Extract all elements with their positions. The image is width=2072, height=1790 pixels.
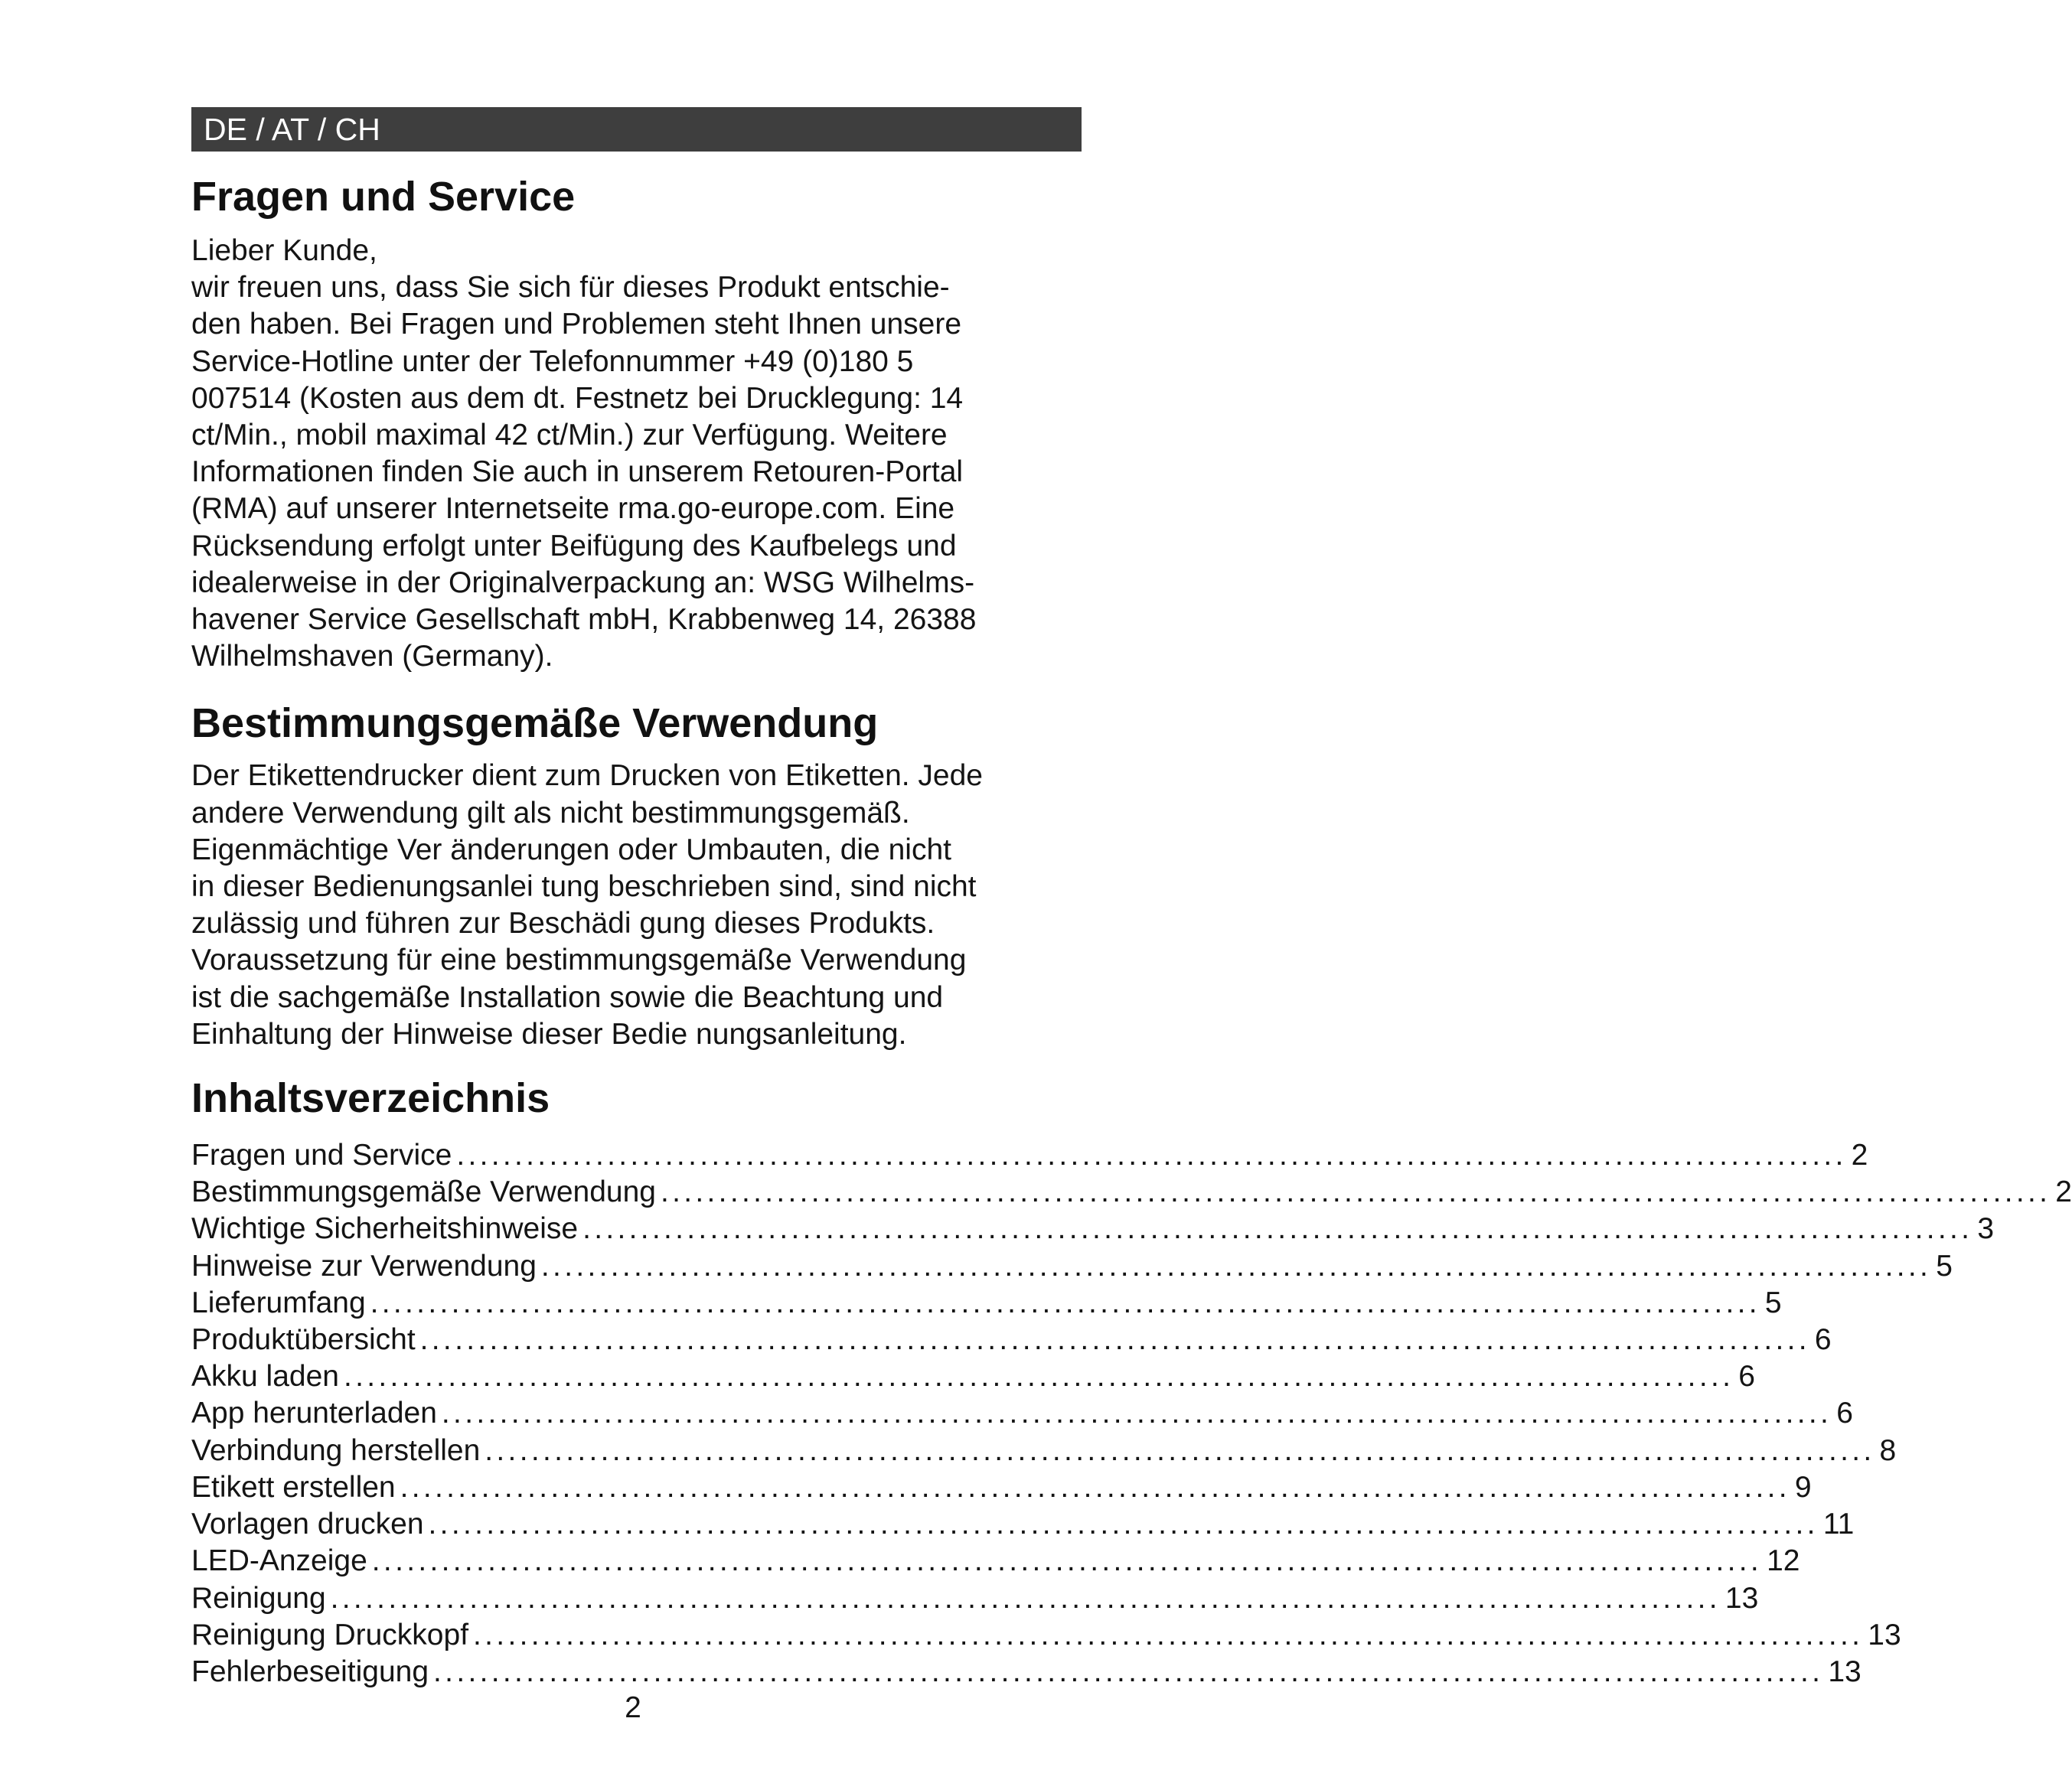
toc-entry-title: Hinweise zur Verwendung [191,1249,537,1283]
toc-entry-page: 8 [1879,1433,1897,1467]
toc-leader-dots: ........................................................................................................................ [661,1175,2051,1209]
toc-entry-page: 2 [2055,1175,2072,1209]
service-line: idealerweise in der Originalverpackung an: WSG Wilhelms- [191,566,975,599]
toc-leader-dots: ........................................................................................................................ [473,1618,1864,1651]
toc-leader-dots: ........................................................................................................................ [371,1544,1763,1578]
toc-entry [191,1322,1832,1358]
toc-entry-title: Fragen und Service [191,1139,452,1172]
service-line: Service-Hotline unter der Telefonnummer +49 (0)180 5 [191,344,914,378]
service-paragraph [191,233,1082,675]
toc-entry [191,1285,1782,1322]
manual-page [191,107,2072,1691]
toc-leader-dots: ........................................................................................................................ [582,1212,1973,1246]
toc-entry-title: Wichtige Sicherheitshinweise [191,1212,579,1246]
toc-leader-dots: ........................................................................................................................ [330,1581,1721,1615]
service-line: 007514 (Kosten aus dem dt. Festnetz bei Drucklegung: 14 [191,381,964,415]
region-label: DE / AT / CH [204,112,380,147]
toc-leader-dots: ........................................................................................................................ [400,1470,1790,1504]
toc-leader-dots: ........................................................................................................................ [370,1286,1760,1319]
toc-entry-title: App herunterladen [191,1397,437,1430]
toc-leader-dots: ........................................................................................................................ [419,1323,1810,1357]
toc-leader-dots: ........................................................................................................................ [433,1655,1824,1688]
toc-entry [191,1358,1755,1395]
toc-entry-page: 12 [1767,1544,1800,1578]
toc-entry [191,1654,1862,1691]
page-number: 2 [625,1691,641,1724]
intended-use-line: andere Verwendung gilt als nicht bestimmungsgemäß. [191,796,910,830]
intended-use-paragraph [191,758,1082,1053]
toc-entry-page: 13 [1868,1618,1901,1651]
toc-entry-title: Reinigung Druckkopf [191,1618,469,1651]
toc-entry-title: Lieferumfang [191,1286,366,1319]
service-line: den haben. Bei Fragen und Problemen steht Ihnen unsere [191,308,962,341]
toc-entry-page: 13 [1828,1655,1862,1688]
toc-leader-dots: ........................................................................................................................ [456,1139,1847,1172]
intended-use-line: Eigenmächtige Ver änderungen oder Umbauten, die nicht [191,833,951,866]
heading-intended-use: Bestimmungsgemäße Verwendung [191,700,879,747]
table-of-contents [191,1137,2072,1691]
heading-table-of-contents: Inhaltsverzeichnis [191,1075,550,1122]
intended-use-line: ist die sachgemäße Installation sowie die Beachtung und [191,980,944,1014]
service-line: ct/Min., mobil maximal 42 ct/Min.) zur Verfügung. Weitere [191,419,948,452]
toc-entry-page: 2 [1851,1139,1868,1172]
toc-entry [191,1506,1855,1543]
toc-entry [191,1580,1759,1617]
toc-entry [191,1395,1853,1432]
toc-entry-title: Bestimmungsgemäße Verwendung [191,1175,656,1209]
toc-entry [191,1543,1800,1580]
toc-entry [191,1174,2072,1211]
toc-entry [191,1433,1897,1469]
service-line: (RMA) auf unserer Internetseite rma.go-europe.com. Eine [191,492,955,526]
toc-entry-page: 13 [1724,1581,1759,1615]
service-line: Rücksendung erfolgt unter Beifügung des Kaufbelegs und [191,529,957,562]
toc-entry [191,1211,1995,1247]
service-line: havener Service Gesellschaft mbH, Krabbenweg 14, 26388 [191,603,977,637]
service-line: Informationen finden Sie auch in unserem Retouren-Portal [191,455,964,489]
toc-entry-title: Akku laden [191,1360,339,1394]
toc-leader-dots: ........................................................................................................................ [441,1397,1832,1430]
toc-leader-dots: ........................................................................................................................ [428,1508,1819,1541]
toc-entry-page: 3 [1977,1212,1995,1246]
service-line: Lieber Kunde, [191,234,377,267]
toc-leader-dots: ........................................................................................................................ [343,1360,1734,1394]
intended-use-line: Voraussetzung für eine bestimmungsgemäße Verwendung [191,944,967,977]
toc-entry-title: Fehlerbeseitigung [191,1655,429,1688]
toc-entry-page: 11 [1822,1508,1855,1541]
toc-entry-page: 6 [1738,1360,1755,1394]
toc-entry-page: 6 [1814,1323,1832,1357]
toc-entry-title: Etikett erstellen [191,1470,396,1504]
toc-entry-page: 6 [1836,1397,1853,1430]
toc-entry-page: 9 [1794,1470,1812,1504]
intended-use-line: zulässig und führen zur Beschädi gung dieses Produkts. [191,907,935,941]
intended-use-line: in dieser Bedienungsanlei tung beschrieben sind, sind nicht [191,870,977,904]
region-header-bar [191,107,1082,152]
toc-entry-page: 5 [1936,1249,1953,1283]
toc-entry [191,1469,1812,1506]
toc-entry-title: Produktübersicht [191,1323,416,1357]
toc-entry-title: Verbindung herstellen [191,1433,481,1467]
intended-use-line: Einhaltung der Hinweise dieser Bedie nungsanleitung. [191,1017,907,1051]
service-line: Wilhelmshaven (Germany). [191,640,553,673]
toc-entry-page: 5 [1764,1286,1782,1319]
toc-leader-dots: ........................................................................................................................ [540,1249,1932,1283]
intended-use-line: Der Etikettendrucker dient zum Drucken von Etiketten. Jede [191,759,983,793]
toc-entry-title: Vorlagen drucken [191,1508,424,1541]
toc-entry-title: Reinigung [191,1581,326,1615]
service-line: wir freuen uns, dass Sie sich für dieses Produkt entschie- [191,271,950,305]
toc-entry-title: LED-Anzeige [191,1544,367,1578]
toc-entry [191,1137,1868,1174]
heading-service: Fragen und Service [191,174,576,220]
toc-entry [191,1248,1953,1285]
toc-entry [191,1617,1901,1654]
toc-leader-dots: ........................................................................................................................ [485,1433,1875,1467]
